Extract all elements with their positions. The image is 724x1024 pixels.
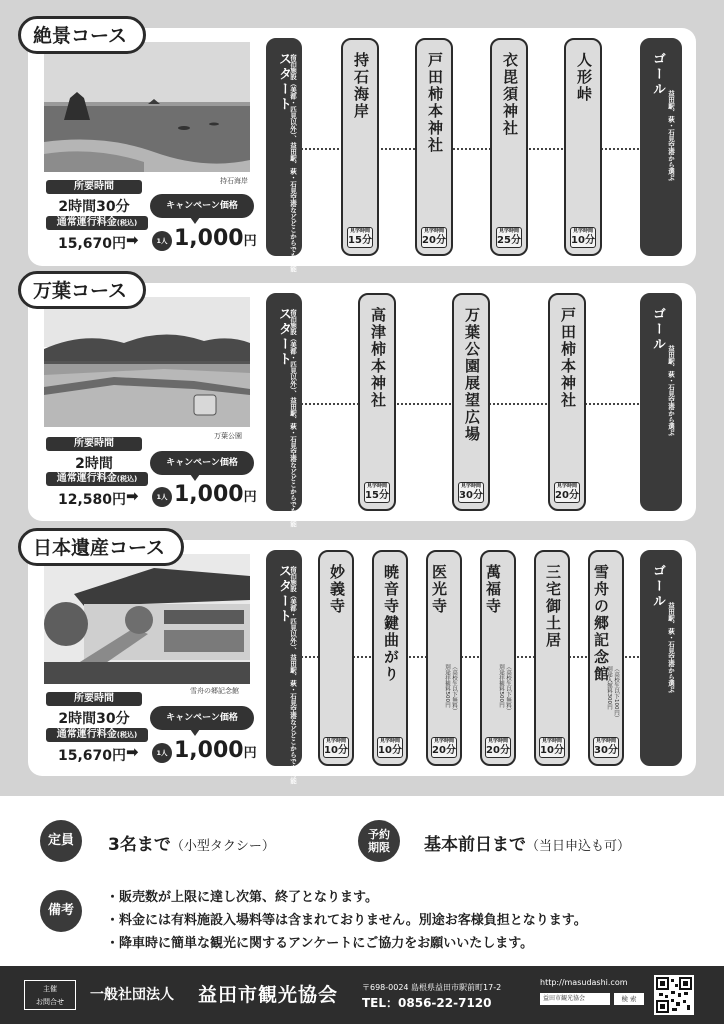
photo-caption: 持石海岸	[220, 177, 248, 185]
stop-node: 衣毘須神社 見学時間 25分	[490, 38, 528, 256]
normal-fare-value: 15,670円	[58, 236, 127, 252]
stop-node: 戸田柿本神社 見学時間 20分	[548, 293, 586, 511]
per-person-badge: 1人	[152, 743, 172, 763]
campaign-label: キャンペーン価格	[150, 451, 254, 475]
note-item: ・料金には有料施設入場料等は含まれておりません。別途お客様負担となります。	[106, 913, 587, 928]
start-node: スタート 宿泊施設（美都・匹見以外）、益田駅、萩・石見空港などどこからでも可能	[266, 550, 302, 766]
search-input[interactable]: 益田市観光協会	[540, 993, 610, 1005]
stop-node: 持石海岸 見学時間 15分	[341, 38, 379, 256]
normal-fare-value: 12,580円	[58, 492, 127, 508]
info-section	[0, 796, 724, 966]
campaign-price: 1,000円	[174, 738, 257, 763]
stop-node: 戸田柿本神社 見学時間 20分	[415, 38, 453, 256]
normal-fare-value: 15,670円	[58, 748, 127, 764]
goal-node: ゴール 益田駅、萩・石見空港から選ぶ	[640, 38, 682, 256]
search-button[interactable]: 検 索	[614, 993, 644, 1005]
capacity-value: 3名まで（小型タクシー）	[108, 835, 275, 855]
notes-label: 備考	[40, 890, 82, 932]
note-item: ・販売数が上限に達し次第、終了となります。	[106, 890, 378, 905]
arrow-icon: ➡	[126, 743, 139, 761]
note-item: ・降車時に簡単な観光に関するアンケートにご協力をお願いいたします。	[106, 936, 534, 951]
start-node: スタート 宿泊施設（美都・匹見以外）、益田駅、萩・石見空港などどこからでも可能	[266, 38, 302, 256]
course-card-zekkei	[28, 25, 696, 272]
duration-label: 所要時間	[46, 437, 142, 451]
duration-label: 所要時間	[46, 692, 142, 706]
stop-node: 妙義寺 見学時間 10分	[318, 550, 354, 766]
duration-value: 2時間30分	[58, 199, 130, 215]
stop-node: 高津柿本神社 見学時間 15分	[358, 293, 396, 511]
start-node: スタート 宿泊施設（美都・匹見以外）、益田駅、萩・石見空港などどこからでも可能	[266, 293, 302, 511]
campaign-label: キャンペーン価格	[150, 706, 254, 730]
course-card-nihon-isan	[28, 537, 696, 784]
photo-caption: 雪舟の郷記念館	[190, 687, 239, 695]
address: 〒698-0024 島根県益田市駅前町17-2	[362, 983, 502, 992]
course-photo	[44, 554, 250, 684]
host-contact-box: 主催 お問合せ	[24, 980, 76, 1010]
stop-node: 暁音寺鍵曲がり 見学時間 10分	[372, 550, 408, 766]
duration-label: 所要時間	[46, 180, 142, 194]
footer	[0, 966, 724, 1024]
goal-node: ゴール 益田駅、萩・石見空港から選ぶ	[640, 550, 682, 766]
org-name: 益田市観光協会	[198, 984, 339, 1006]
capacity-label: 定員	[40, 820, 82, 862]
stop-node: 雪舟の郷記念館 別途入館料300円 （高校生以下100円） 見学時間 30分	[588, 550, 624, 766]
campaign-price: 1,000円	[174, 226, 257, 251]
phone: TEL：0856-22-7120	[362, 996, 492, 1010]
per-person-badge: 1人	[152, 231, 172, 251]
stop-node: 三宅御土居 見学時間 10分	[534, 550, 570, 766]
reservation-label: 予約 期限	[358, 820, 400, 862]
goal-node: ゴール 益田駅、萩・石見空港から選ぶ	[640, 293, 682, 511]
normal-fare-label: 通常運行料金(税込)	[46, 728, 148, 742]
course-title: 万葉コース	[18, 271, 146, 309]
arrow-icon: ➡	[126, 231, 139, 249]
course-title: 絶景コース	[18, 16, 146, 54]
stop-node: 医光寺 別途拝観料500円 （高校生以下無料） 見学時間 20分	[426, 550, 462, 766]
normal-fare-label: 通常運行料金(税込)	[46, 472, 148, 486]
org-type: 一般社団法人	[90, 987, 174, 1003]
duration-value: 2時間30分	[58, 711, 130, 727]
website-url[interactable]: http://masudashi.com	[540, 978, 628, 987]
reservation-value: 基本前日まで（当日申込も可）	[424, 835, 631, 855]
course-photo	[44, 42, 250, 172]
duration-value: 2時間	[75, 456, 113, 472]
course-photo	[44, 297, 250, 427]
stop-node: 万葉公園展望広場 見学時間 30分	[452, 293, 490, 511]
photo-caption: 万葉公園	[214, 432, 242, 440]
course-title: 日本遺産コース	[18, 528, 184, 566]
normal-fare-label: 通常運行料金(税込)	[46, 216, 148, 230]
qr-code-icon	[654, 975, 694, 1015]
stop-node: 萬福寺 別途拝観料500円 （高校生以下無料） 見学時間 20分	[480, 550, 516, 766]
campaign-label: キャンペーン価格	[150, 194, 254, 218]
arrow-icon: ➡	[126, 487, 139, 505]
stop-node: 人形峠 見学時間 10分	[564, 38, 602, 256]
per-person-badge: 1人	[152, 487, 172, 507]
course-card-manyo	[28, 280, 696, 527]
campaign-price: 1,000円	[174, 482, 257, 507]
